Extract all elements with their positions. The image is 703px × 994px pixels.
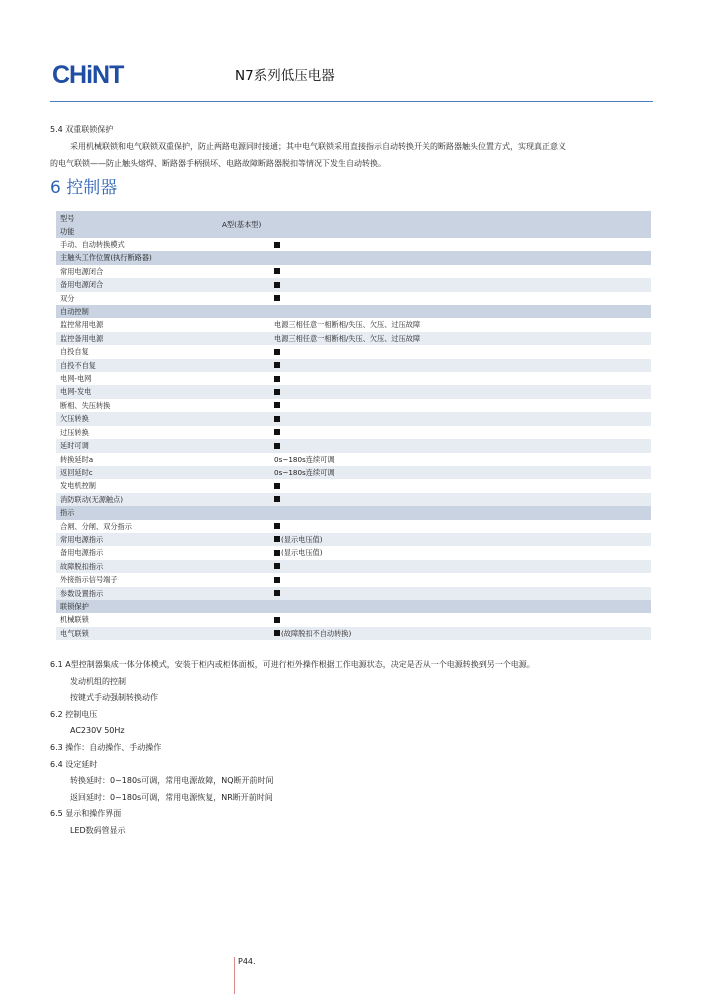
spacer-cell (218, 265, 270, 278)
spacer-cell (218, 412, 270, 425)
table-row (56, 372, 651, 385)
spacer-cell (218, 520, 270, 533)
filled-square-icon (274, 536, 280, 542)
value-text: 电源三相任意一相断相/失压、欠压、过压故障 (274, 320, 421, 330)
filled-square-icon (274, 496, 280, 502)
a-type-value (270, 546, 651, 559)
spacer-cell (218, 399, 270, 412)
spacer-cell (218, 533, 270, 546)
table-row (56, 479, 651, 492)
filled-square-icon (274, 577, 280, 583)
filled-square-icon (274, 550, 280, 556)
a-type-value (270, 265, 651, 278)
intro-paragraph-line-1: 采用机械联锁和电气联锁双重保护，防止两路电源同时接通；其中电气联锁采用直接指示自动转换开关的断路器触头位置方式，实现真正意义 (70, 142, 566, 151)
intro-heading: 5.4 双重联锁保护 (50, 125, 114, 134)
table-row (56, 345, 651, 358)
a-type-value (270, 466, 651, 479)
filled-square-icon (274, 483, 280, 489)
a-type-value (270, 479, 651, 492)
note-6-1: 6.1 A型控制器集成一体分体模式，安装于柜内或柜体面板，可进行柜外操作根据工作电源状态，决定是否从一个电源转换到另一个电源。 (50, 660, 535, 669)
function-label: 故障脱扣指示 (56, 560, 218, 573)
table-row (56, 292, 651, 305)
value-text: (故障脱扣不自动转换) (281, 628, 352, 638)
category-label: 联锁保护 (56, 600, 651, 613)
a-type-value (270, 439, 651, 452)
a-type-value (270, 493, 651, 506)
footer-divider (234, 957, 235, 994)
table-row (56, 332, 651, 345)
filled-square-icon (274, 523, 280, 529)
a-type-value (270, 292, 651, 305)
section-title: 6 控制器 (50, 178, 118, 198)
filled-square-icon (274, 402, 280, 408)
a-type-value (270, 399, 651, 412)
table-row (56, 238, 651, 251)
spacer-cell (218, 238, 270, 251)
intro-paragraph-line-2: 的电气联锁——防止触头熔焊、断路器手柄损坏、电路故障断路器脱扣等情况下发生自动转换。 (50, 159, 386, 168)
function-label: 双分 (56, 292, 218, 305)
header-model-function (56, 211, 218, 238)
a-type-value (270, 573, 651, 586)
spacer-cell (218, 573, 270, 586)
function-label: 过压转换 (56, 426, 218, 439)
table-row (56, 399, 651, 412)
a-type-value (270, 533, 651, 546)
spacer-cell (218, 587, 270, 600)
table-category-row (56, 506, 651, 519)
function-label: 手动、自动转换模式 (56, 238, 218, 251)
table-category-row (56, 600, 651, 613)
filled-square-icon (274, 429, 280, 435)
a-type-value (270, 627, 651, 640)
filled-square-icon (274, 242, 280, 248)
function-label: 自投自复 (56, 345, 218, 358)
value-text: 电源三相任意一相断相/失压、欠压、过压故障 (274, 333, 421, 343)
filled-square-icon (274, 282, 280, 288)
a-type-value (270, 560, 651, 573)
function-label: 断相、失压转换 (56, 399, 218, 412)
table-header-row (56, 211, 651, 238)
a-type-value (270, 426, 651, 439)
function-label: 发电机控制 (56, 479, 218, 492)
controller-spec-table (56, 211, 651, 640)
function-label: 备用电源闭合 (56, 278, 218, 291)
note-6-4-b: 返回延时：0~180s可调，常用电源恢复，NR断开前时间 (70, 792, 273, 802)
spacer-cell (218, 493, 270, 506)
table-row (56, 627, 651, 640)
note-6-2-a: AC230V 50Hz (70, 726, 125, 736)
function-label: 参数设置指示 (56, 587, 218, 600)
category-label: 指示 (56, 506, 651, 519)
function-label: 欠压转换 (56, 412, 218, 425)
function-label: 自投不自复 (56, 359, 218, 372)
a-type-value (270, 587, 651, 600)
a-type-value (270, 412, 651, 425)
a-type-value (270, 372, 651, 385)
spacer-cell (218, 546, 270, 559)
function-label: 消防联动(无源触点) (56, 493, 218, 506)
table-row (56, 426, 651, 439)
note-6-1-b: 按键式手动强制转换动作 (70, 693, 158, 703)
a-type-value (270, 332, 651, 345)
a-type-value (270, 278, 651, 291)
spacer-cell (218, 627, 270, 640)
page-number: P44. (238, 957, 256, 966)
note-6-3: 6.3 操作：自动操作、手动操作 (50, 742, 162, 752)
note-6-4-a: 转换延时：0~180s可调，常用电源故障，NQ断开前时间 (70, 776, 274, 786)
table-row (56, 546, 651, 559)
function-label: 外接指示信号端子 (56, 573, 218, 586)
header-model-label: 型号 (60, 213, 75, 223)
spacer-cell (218, 426, 270, 439)
spacer-cell (218, 453, 270, 466)
filled-square-icon (274, 416, 280, 422)
table-row (56, 587, 651, 600)
note-6-5: 6.5 显示和操作界面 (50, 809, 122, 819)
function-label: 电气联锁 (56, 627, 218, 640)
filled-square-icon (274, 376, 280, 382)
function-label: 转换延时a (56, 453, 218, 466)
filled-square-icon (274, 268, 280, 274)
spacer-cell (218, 560, 270, 573)
value-text: 0s~180s连续可调 (274, 467, 335, 477)
category-label: 自动控制 (56, 305, 651, 318)
table-body (56, 238, 651, 640)
a-type-value (270, 453, 651, 466)
note-6-4: 6.4 设定延时 (50, 759, 98, 769)
filled-square-icon (274, 590, 280, 596)
spacer-cell (218, 278, 270, 291)
spacer-cell (218, 372, 270, 385)
filled-square-icon (274, 295, 280, 301)
header-function-label: 功能 (60, 226, 75, 236)
spacer-cell (218, 318, 270, 331)
header-divider (50, 101, 653, 102)
function-label: 机械联锁 (56, 613, 218, 626)
function-label: 返回延时c (56, 466, 218, 479)
table-row (56, 560, 651, 573)
header-type-label: A型(基本型) (218, 211, 651, 238)
filled-square-icon (274, 617, 280, 623)
table-row (56, 573, 651, 586)
table-category-row (56, 251, 651, 264)
table-row (56, 613, 651, 626)
a-type-value (270, 345, 651, 358)
category-label: 主触头工作位置(执行断路器) (56, 251, 651, 264)
notes-block (50, 657, 655, 840)
table-category-row (56, 305, 651, 318)
filled-square-icon (274, 389, 280, 395)
spacer-cell (218, 332, 270, 345)
note-6-1-a: 发动机组的控制 (70, 676, 126, 686)
table-row (56, 466, 651, 479)
note-6-5-a: LED数码管显示 (70, 825, 126, 835)
function-label: 监控备用电源 (56, 332, 218, 345)
table-row (56, 385, 651, 398)
table-row (56, 493, 651, 506)
table-row (56, 278, 651, 291)
function-label: 合闸、分闸、双分指示 (56, 520, 218, 533)
chint-logo: CHiNT (52, 61, 124, 89)
a-type-value (270, 613, 651, 626)
spacer-cell (218, 613, 270, 626)
table-row (56, 265, 651, 278)
note-6-2: 6.2 控制电压 (50, 709, 98, 719)
table-row (56, 453, 651, 466)
function-label: 电网-发电 (56, 385, 218, 398)
a-type-value (270, 238, 651, 251)
page-title: N7系列低压电器 (235, 68, 335, 84)
table-row (56, 520, 651, 533)
table-row (56, 412, 651, 425)
function-label: 延时可调 (56, 439, 218, 452)
value-text: (显示电压值) (281, 548, 323, 558)
table-row (56, 533, 651, 546)
filled-square-icon (274, 630, 280, 636)
table-row (56, 318, 651, 331)
a-type-value (270, 318, 651, 331)
intro-block (50, 121, 655, 172)
a-type-value (270, 385, 651, 398)
filled-square-icon (274, 563, 280, 569)
function-label: 常用电源指示 (56, 533, 218, 546)
spacer-cell (218, 292, 270, 305)
spacer-cell (218, 385, 270, 398)
table-row (56, 439, 651, 452)
spacer-cell (218, 439, 270, 452)
spacer-cell (218, 359, 270, 372)
a-type-value (270, 359, 651, 372)
filled-square-icon (274, 349, 280, 355)
filled-square-icon (274, 362, 280, 368)
spacer-cell (218, 345, 270, 358)
a-type-value (270, 520, 651, 533)
function-label: 监控常用电源 (56, 318, 218, 331)
value-text: (显示电压值) (281, 534, 323, 544)
filled-square-icon (274, 443, 280, 449)
value-text: 0s~180s连续可调 (274, 454, 335, 464)
function-label: 电网-电网 (56, 372, 218, 385)
function-label: 常用电源闭合 (56, 265, 218, 278)
spacer-cell (218, 466, 270, 479)
table-row (56, 359, 651, 372)
function-label: 备用电源指示 (56, 546, 218, 559)
spacer-cell (218, 479, 270, 492)
